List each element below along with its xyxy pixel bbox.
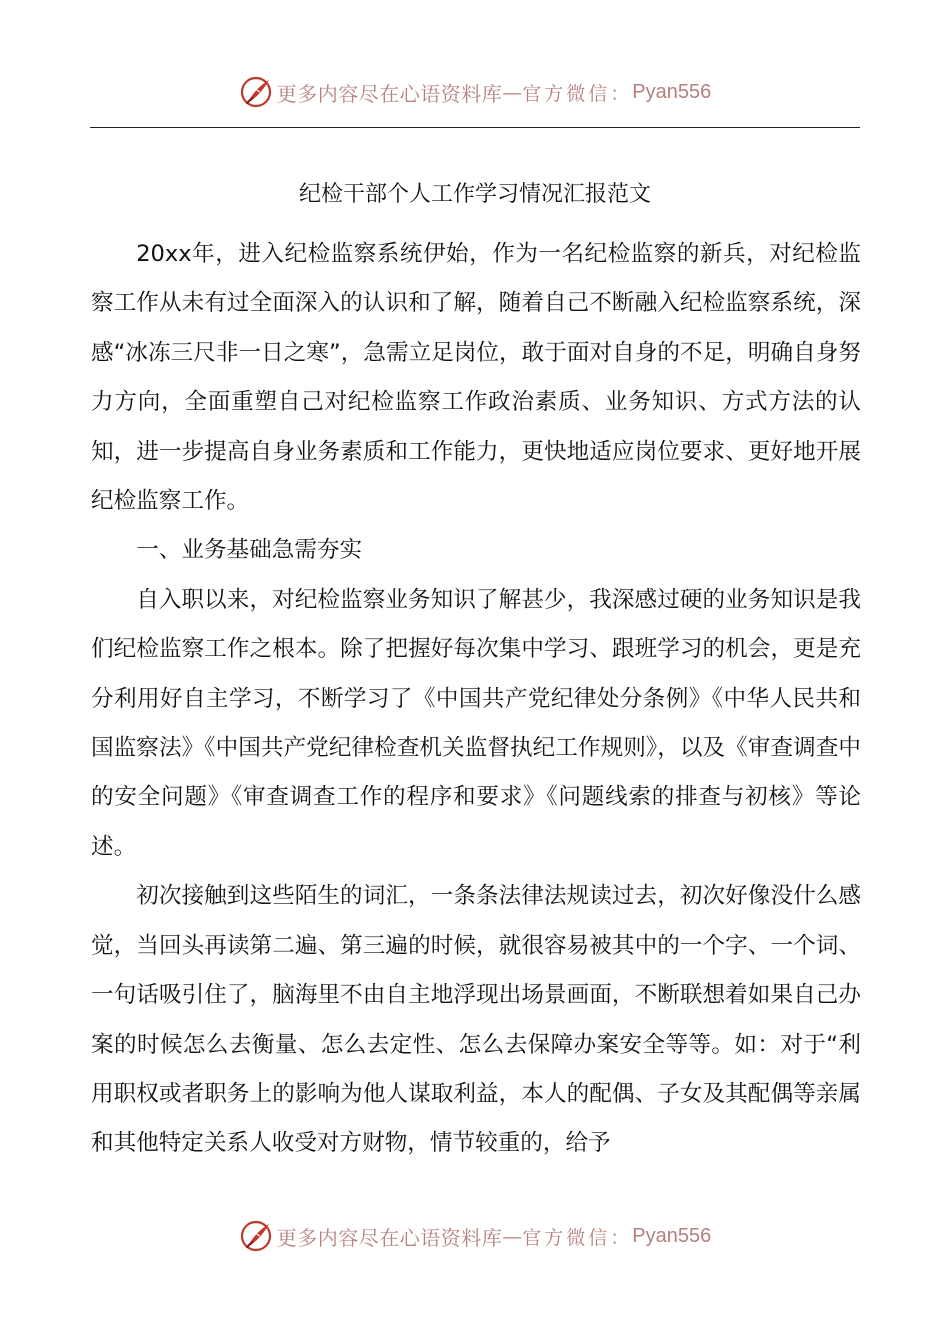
header-banner — [0, 72, 950, 112]
quill-pen-logo-icon — [239, 1219, 273, 1253]
banner-wechat-label: 官方微信： — [522, 82, 633, 105]
header-divider — [90, 127, 860, 128]
body-paragraph: 初次接触到这些陌生的词汇，一条条法律法规读过去，初次好像没什么感觉，当回头再读第二遍、第三遍的时候，就很容易被其中的一个字、一个词、一句话吸引住了，脑海里不由自主地浮现出场景画面，不断联想着如果自己办案的时候怎么去衡量、怎么去定性、怎么去保障办案安全等等。如：对于“利用职权或者职务上的影响为他人谋取利益，本人的配偶、子女及其配偶等亲属和其他特定关系人收受对方财物，情节较重的，给予 — [91, 883, 861, 1157]
banner-separator: — — [502, 80, 523, 104]
body-paragraph: 自入职以来，对纪检监察业务知识了解甚少，我深感过硬的业务知识是我们纪检监察工作之根本。除了把握好每次集中学习、跟班学习的机会，更是充分利用好自主学习，不断学习了《中国共产党纪律处分条例》《中华人民共和国监察法》《中国共产党纪律检查机关监督执纪工作规则》，以及《审查调查中的安全问题》《审查调查工作的程序和要求》《问题线索的排查与初核》等论述。 — [91, 586, 861, 860]
document-title: 纪检干部个人工作学习情况汇报范文 — [298, 182, 651, 207]
banner-site-text: 更多内容尽在心语资料库 — [276, 1225, 503, 1250]
footer-banner — [0, 1216, 950, 1256]
banner-wechat-label: 官方微信： — [522, 1226, 633, 1249]
banner-wechat-id: Pyan556 — [632, 80, 712, 103]
banner-site-text: 更多内容尽在心语资料库 — [276, 81, 503, 106]
document-body — [91, 230, 861, 1169]
section-heading: 一、业务基础急需夯实 — [136, 537, 363, 564]
quill-pen-logo-icon — [239, 75, 273, 109]
banner-wechat-id: Pyan556 — [632, 1224, 712, 1247]
body-paragraph: 20xx年，进入纪检监察系统伊始，作为一名纪检监察的新兵，对纪检监察工作从未有过全面深入的认识和了解，随着自己不断融入纪检监察系统，深感“冰冻三尺非一日之寒”，急需立足岗位，敢于面对自身的不足，明确自身努力方向，全面重塑自己对纪检监察工作政治素质、业务知识、方式方法的认知，进一步提高自身业务素质和工作能力，更快地适应岗位要求、更好地开展纪检监察工作。 — [91, 241, 861, 515]
banner-separator: — — [502, 1224, 523, 1248]
